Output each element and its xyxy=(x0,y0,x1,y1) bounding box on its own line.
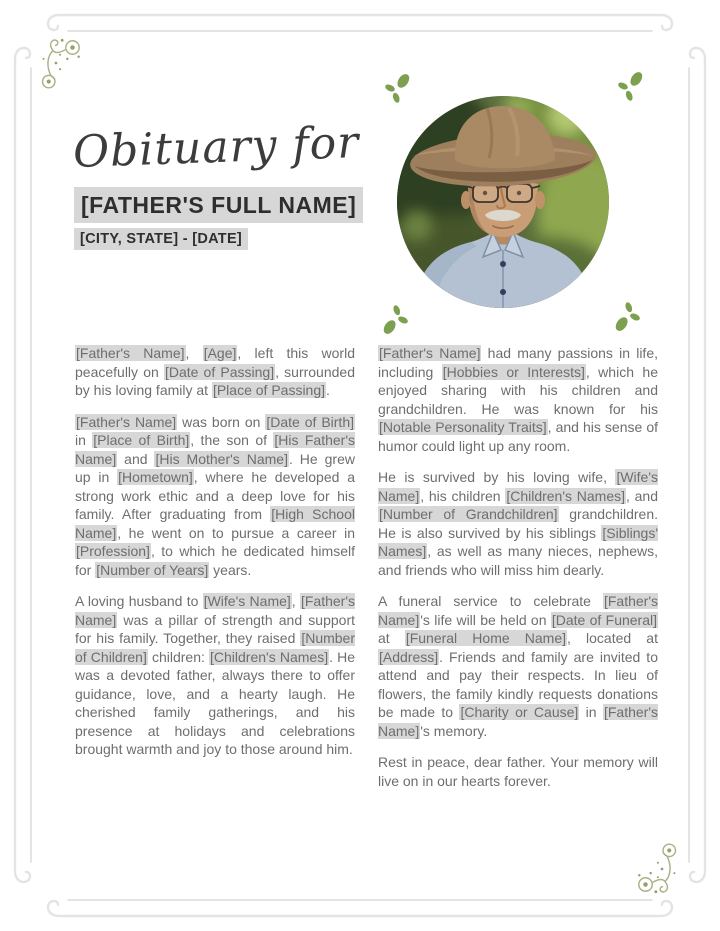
leaf-sprig-icon xyxy=(615,70,647,102)
placeholder-field: [Father's Name] xyxy=(379,345,481,361)
placeholder-field: [Father's Name] xyxy=(378,593,658,628)
obituary-column-right xyxy=(378,344,658,803)
placeholder-field: [High School Name] xyxy=(75,506,355,541)
placeholder-field: [Charity or Cause] xyxy=(460,704,579,720)
placeholder-field: [Hobbies or Interests] xyxy=(442,363,585,380)
placeholder-field: [Date of Funeral] xyxy=(551,611,657,628)
paragraph: Rest in peace, dear father. Your memory will live on in our hearts forever. xyxy=(378,754,658,789)
paragraph: A loving husband to [Wife's Name], [Father's Name] was a pillar of strength and support for his family. Together, they raised [Number of Children] children: [Children's Names]. He was a devoted father, always there to offer guidance, love, and a hearty laugh. He cherished family gatherings, and his presence at holidays and celebrations brought warmth and joy to those around him. xyxy=(75,593,356,757)
city-state-date: [CITY, STATE] - [DATE] xyxy=(74,228,248,250)
father-portrait-photo xyxy=(397,96,609,308)
placeholder-field: [Wife's Name] xyxy=(203,593,291,609)
placeholder-field: [Father's Name] xyxy=(75,593,356,628)
obituary-header xyxy=(72,117,374,250)
placeholder-field: [Hometown] xyxy=(118,469,193,485)
placeholder-field: [Children's Names] xyxy=(210,648,329,665)
leaf-sprig-icon xyxy=(611,301,643,333)
placeholder-field: [Siblings' Names] xyxy=(378,524,658,559)
placeholder-field: [Date of Birth] xyxy=(266,413,354,430)
paragraph: He is survived by his loving wife, [Wife's Name], his children [Children's Names], and [Number of Grandchildren] grandchildren. He is also survived by his siblings [Siblings' Names], as well as many nieces, nephews, and friends who will miss him dearly. xyxy=(378,469,659,578)
placeholder-field: [Date of Passing] xyxy=(164,363,275,380)
script-title: Obituary for xyxy=(72,117,361,179)
paragraph: [Father's Name] had many passions in life, including [Hobbies or Interests], which he enjoyed sharing with his children and grandchildren. He was known for his [Notable Personality Traits], and his sense of humor could light up any room. xyxy=(378,345,658,454)
photo-section xyxy=(375,63,665,343)
placeholder-field: [Father's Name] xyxy=(76,345,185,361)
placeholder-field: [Wife's Name] xyxy=(378,469,658,504)
obituary-column-left xyxy=(75,344,355,803)
placeholder-field: [His Father's Name] xyxy=(75,432,356,467)
placeholder-field: [Children's Names] xyxy=(506,487,625,504)
placeholder-field: [Number of Children] xyxy=(75,630,355,665)
leaf-sprig-icon xyxy=(379,304,411,336)
leaf-sprig-icon xyxy=(382,72,414,104)
placeholder-field: [Father's Name] xyxy=(378,704,658,739)
placeholder-field: [Age] xyxy=(203,345,237,361)
placeholder-field: [Place of Birth] xyxy=(93,432,190,448)
obituary-body xyxy=(75,344,659,803)
placeholder-field: [Father's Name] xyxy=(76,413,177,430)
placeholder-field: [Number of Grandchildren] xyxy=(379,506,558,522)
placeholder-field: [Place of Passing] xyxy=(212,382,326,398)
paragraph: [Father's Name], [Age], left this world peacefully on [Date of Passing], surrounded by his loving family at [Place of Passing]. xyxy=(75,345,355,398)
paragraph: [Father's Name] was born on [Date of Birth] in [Place of Birth], the son of [His Father's Name] and [His Mother's Name]. He grew up in [Hometown], where he developed a strong work ethic and a deep love for his family. After graduating from [High School Name], he went on to pursue a career in [Profession], to which he dedicated himself for [Number of Years] years. xyxy=(75,413,356,578)
corner-flourish-bottom-right-icon xyxy=(630,838,692,900)
placeholder-field: [His Mother's Name] xyxy=(155,450,288,467)
placeholder-field: [Number of Years] xyxy=(96,561,209,578)
father-full-name-heading: [FATHER'S FULL NAME] xyxy=(74,187,363,223)
placeholder-field: [Profession] xyxy=(76,543,150,559)
placeholder-field: [Funeral Home Name] xyxy=(405,630,567,646)
placeholder-field: [Notable Personality Traits] xyxy=(379,419,547,435)
paragraph: A funeral service to celebrate [Father's Name]'s life will be held on [Date of Funeral] at [Funeral Home Name], located at [Address]. Friends and family are invited to attend and pay their respects. In lieu of flowers, the family kindly requests donations be made to [Charity or Cause] in [Father's Name]'s memory. xyxy=(378,593,658,739)
corner-flourish-top-left-icon xyxy=(26,32,88,94)
placeholder-field: [Address] xyxy=(379,648,439,665)
